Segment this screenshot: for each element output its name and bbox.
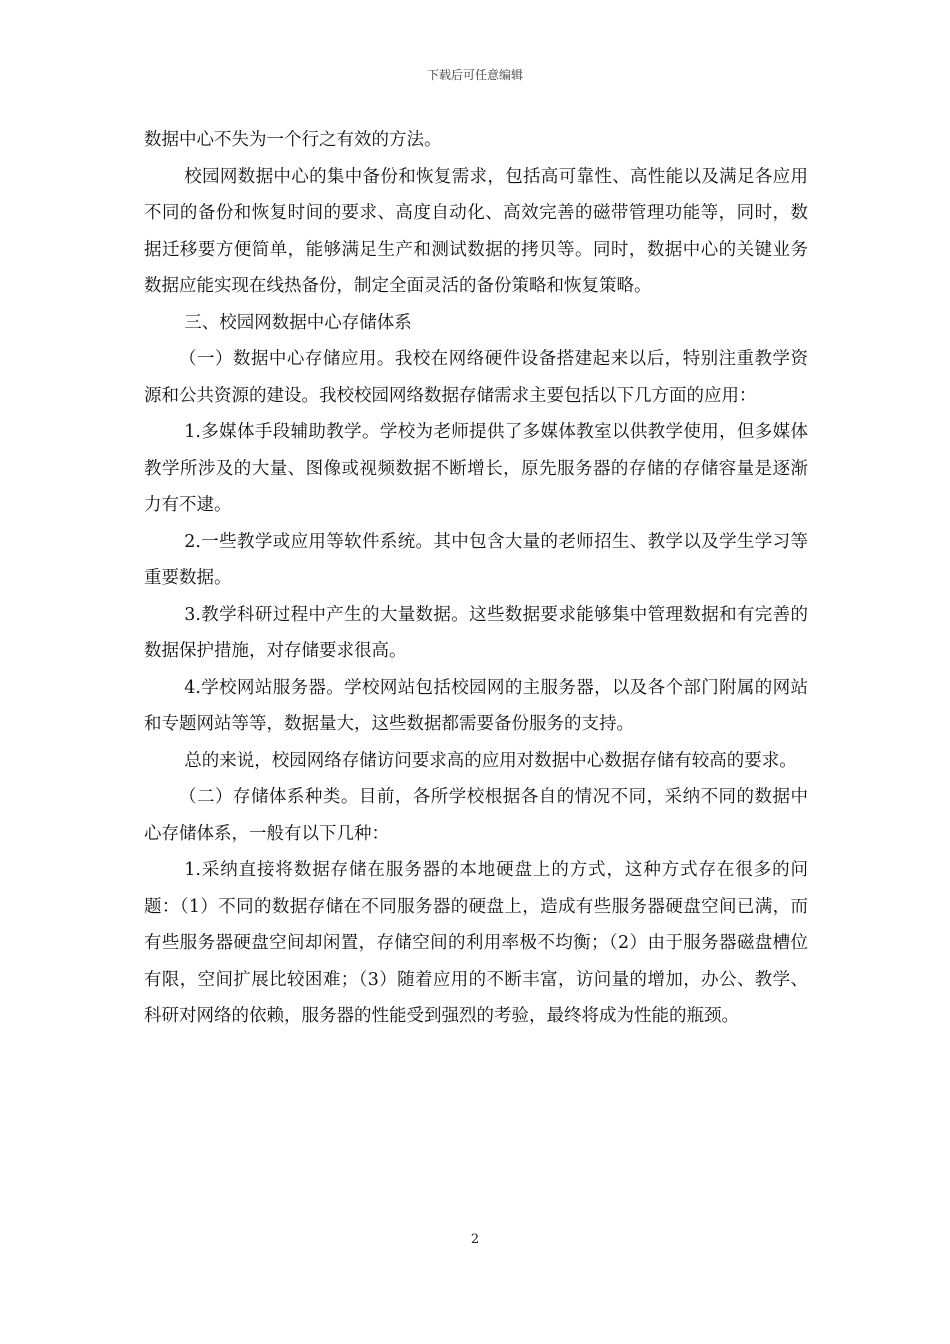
paragraph-storage-types: （二）存储体系种类。目前，各所学校根据各自的情况不同，采纳不同的数据中心存储体系，一般有以下几种：: [144, 787, 808, 844]
document-body: [144, 122, 808, 1035]
page-number: 2: [470, 1232, 480, 1247]
list-item-software-systems: 2.一些教学或应用等软件系统。其中包含大量的老师招生、教学以及学生学习等重要数据。: [144, 531, 808, 588]
list-item-research-data: 3.教学科研过程中产生的大量数据。这些数据要求能够集中管理数据和有完善的数据保护措施，对存储要求很高。: [144, 604, 808, 661]
section-heading-storage-system: 三、校园网数据中心存储体系: [184, 312, 412, 333]
list-item-multimedia: 1.多媒体手段辅助教学。学校为老师提供了多媒体教室以供教学使用，但多媒体教学所涉及的大量、图像或视频数据不断增长，原先服务器的存储的存储容量是逐渐力有不逮。: [144, 422, 808, 515]
page-header: 下载后可任意编辑: [426, 68, 523, 82]
paragraph-storage-applications: （一）数据中心存储应用。我校在网络硬件设备搭建起来以后，特别注重教学资源和公共资源的建设。我校校园网络数据存储需求主要包括以下几方面的应用：: [144, 349, 808, 406]
paragraph-summary: 总的来说，校园网络存储访问要求高的应用对数据中心数据存储有较高的要求。: [184, 750, 797, 771]
list-item-local-disk: 1.采纳直接将数据存储在服务器的本地硬盘上的方式，这种方式存在很多的问题：（1）不同的数据存储在不同服务器的硬盘上，造成有些服务器硬盘空间已满，而有些服务器硬盘空间却闲置，存储空间的利用率极不均衡；（2）由于服务器磁盘槽位有限，空间扩展比较困难；（3）随着应用的不断丰富，访问量的增加，办公、教学、科研对网络的依赖，服务器的性能受到强烈的考验，最终将成为性能的瓶颈。: [144, 860, 808, 1026]
paragraph-continuation: 数据中心不失为一个行之有效的方法。: [144, 130, 442, 150]
paragraph-backup-requirements: 校园网数据中心的集中备份和恢复需求，包括高可靠性、高性能以及满足各应用不同的备份和恢复时间的要求、高度自动化、高效完善的磁带管理功能等，同时，数据迁移要方便简单，能够满足生产和测试数据的拷贝等。同时，数据中心的关键业务数据应能实现在线热备份，制定全面灵活的备份策略和恢复策略。: [144, 166, 808, 296]
list-item-web-servers: 4.学校网站服务器。学校网站包括校园网的主服务器，以及各个部门附属的网站和专题网站等等，数据量大，这些数据都需要备份服务的支持。: [144, 677, 808, 734]
